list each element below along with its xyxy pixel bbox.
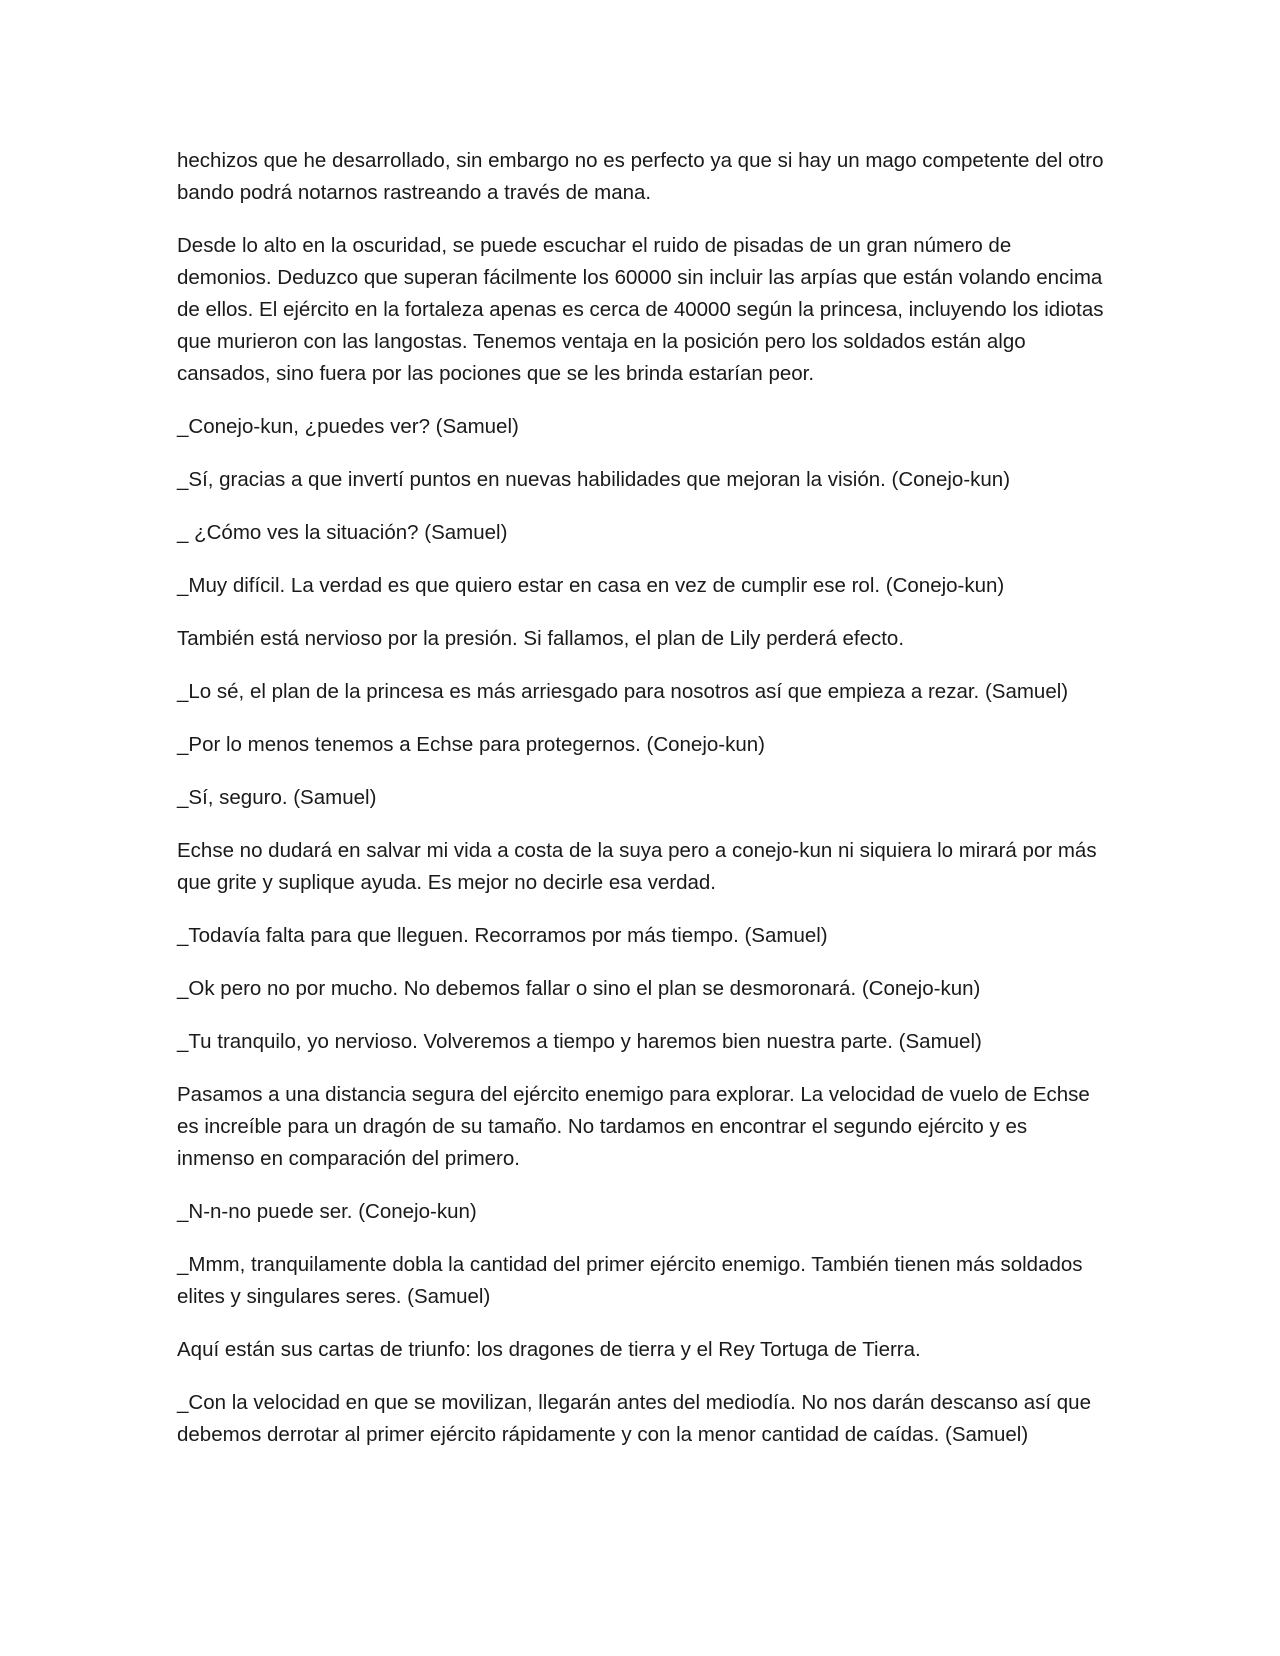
dialogue-line: _Sí, seguro. (Samuel) (177, 786, 377, 809)
dialogue-line: _Con la velocidad en que se movilizan, llegarán antes del mediodía. No nos darán descanso así que debemos derrotar al primer ejército rápidamente y con la menor cantidad de caídas. (Samuel) (177, 1391, 1091, 1446)
dialogue-line: _Tu tranquilo, yo nervioso. Volveremos a tiempo y haremos bien nuestra parte. (Samuel) (177, 1030, 982, 1053)
paragraph: Desde lo alto en la oscuridad, se puede escuchar el ruido de pisadas de un gran número de demonios. Deduzco que superan fácilmente los 60000 sin incluir las arpías que están volando encima de ellos. El ejército en la fortaleza apenas es cerca de 40000 según la princesa, incluyendo los idiotas que murieron con las langostas. Tenemos ventaja en la posición pero los soldados están algo cansados, sino fuera por las pociones que se les brinda estarían peor. (177, 234, 1104, 385)
dialogue-line: _Ok pero no por mucho. No debemos fallar o sino el plan se desmoronará. (Conejo-kun) (177, 977, 981, 1000)
dialogue-line: _Por lo menos tenemos a Echse para protegernos. (Conejo-kun) (177, 733, 765, 756)
paragraph: Echse no dudará en salvar mi vida a costa de la suya pero a conejo-kun ni siquiera lo mirará por más que grite y suplique ayuda. Es mejor no decirle esa verdad. (177, 839, 1097, 894)
dialogue-line: _Lo sé, el plan de la princesa es más arriesgado para nosotros así que empieza a rezar. (Samuel) (177, 680, 1069, 703)
dialogue-line: _Muy difícil. La verdad es que quiero estar en casa en vez de cumplir ese rol. (Conejo-kun) (177, 574, 1005, 597)
dialogue-line: _Conejo-kun, ¿puedes ver? (Samuel) (177, 415, 519, 438)
dialogue-line: _Sí, gracias a que invertí puntos en nuevas habilidades que mejoran la visión. (Conejo-kun) (177, 468, 1011, 491)
paragraph: También está nervioso por la presión. Si fallamos, el plan de Lily perderá efecto. (177, 627, 905, 650)
dialogue-line: _Mmm, tranquilamente dobla la cantidad del primer ejército enemigo. También tienen más soldados elites y singulares seres. (Samuel) (177, 1253, 1083, 1308)
paragraph: Pasamos a una distancia segura del ejército enemigo para explorar. La velocidad de vuelo de Echse es increíble para un dragón de su tamaño. No tardamos en encontrar el segundo ejército y es inmenso en comparación del primero. (177, 1083, 1090, 1170)
dialogue-line: _Todavía falta para que lleguen. Recorramos por más tiempo. (Samuel) (177, 924, 828, 947)
dialogue-line: _ ¿Cómo ves la situación? (Samuel) (177, 521, 508, 544)
paragraph: Aquí están sus cartas de triunfo: los dragones de tierra y el Rey Tortuga de Tierra. (177, 1338, 921, 1361)
document-page (177, 145, 1107, 1472)
paragraph: hechizos que he desarrollado, sin embargo no es perfecto ya que si hay un mago competente del otro bando podrá notarnos rastreando a través de mana. (177, 149, 1104, 204)
dialogue-line: _N-n-no puede ser. (Conejo-kun) (177, 1200, 477, 1223)
